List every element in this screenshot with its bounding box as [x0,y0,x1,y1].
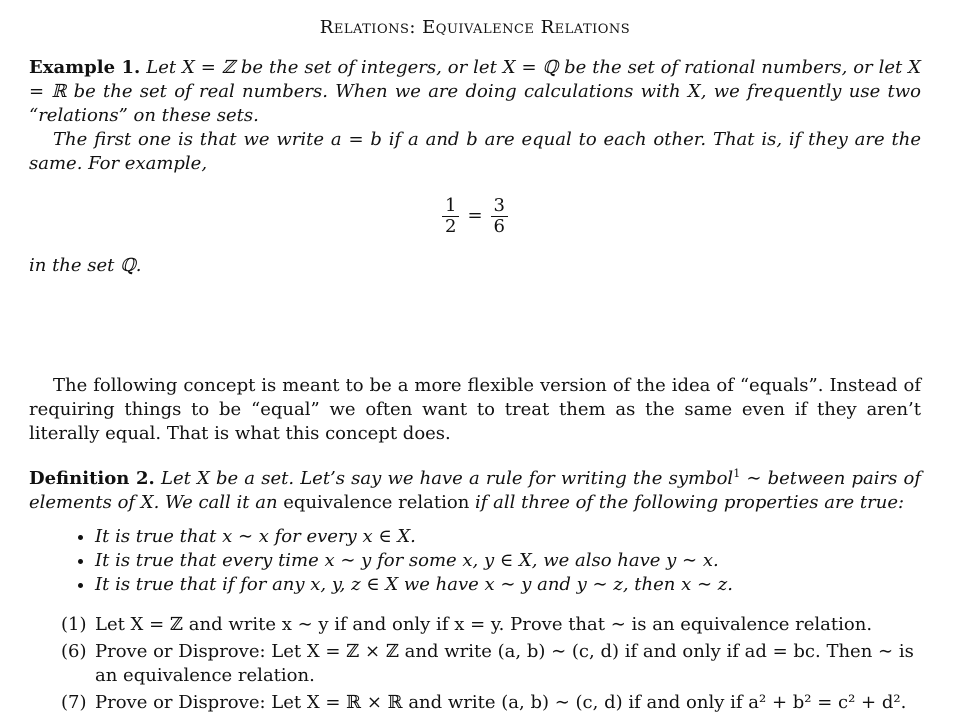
fraction-left-denominator: 2 [445,215,457,237]
example-intro-text: Let X = ℤ be the set of integers, or let X = ℚ be the set of rational numbers, or let X = ℝ be the set of real numbers. When we are doing calculations with X, we frequently use two “relations” on these sets. [29,57,921,126]
definition-heading: Definition 2. [29,468,155,489]
fraction-display [29,186,921,246]
property-reflexive: • It is true that x ∼ x for every x ∈ X. [95,525,921,549]
fraction-right-numerator: 3 [491,196,508,217]
page-title: Relations: Equivalence Relations [319,17,631,38]
fraction-left-numerator: 1 [442,196,459,217]
problem-list [29,613,921,715]
problem-label: (1) [61,614,87,635]
footnote-mark: 1 [733,467,741,480]
property-symmetric: • It is true that every time x ∼ y for some x, y ∈ X, we also have y ∼ x. [95,549,921,573]
property-transitive: • It is true that if for any x, y, z ∈ X we have x ∼ y and y ∼ z, then x ∼ z. [95,573,921,597]
example-heading: Example 1. [29,57,141,78]
example-after-display: in the set ℚ. [29,255,142,276]
equals-sign: = [467,205,483,226]
blank-space [29,278,921,374]
definition-text-start: Let X be a set. Let’s say we have a rule for writing the symbol [161,468,734,489]
problem-item [29,613,921,637]
concept-paragraph: The following concept is meant to be a more flexible version of the idea of “equals”. Instead of requiring things to be “equal” we often want to treat them as the same even if they aren’t literally equal. That is what this concept does. [29,375,921,444]
definition-term: equivalence relation [283,492,470,513]
problem-text: Prove or Disprove: Let X = ℤ × ℤ and write (a, b) ∼ (c, d) if and only if ad = bc. Then ∼ is an equivalence relation. [95,641,914,686]
problem-item [29,640,921,688]
problem-label: (6) [61,641,87,662]
definition-paragraph [29,462,921,515]
example-first-relation: The first one is that we write a = b if a and b are equal to each other. That is, if they are the same. For example, [29,129,921,174]
example-intro [29,56,921,128]
problem-label: (7) [61,692,87,713]
definition-text-mid: ∼ between pairs of elements of X. We call it an [29,468,921,513]
fraction-right-denominator: 6 [493,215,505,237]
fraction-right [491,196,508,237]
definition-text-end: if all three of the following properties are true: [469,492,905,513]
problem-item [29,691,921,715]
document-page [29,16,921,718]
property-list [29,525,921,597]
problem-text: Let X = ℤ and write x ∼ y if and only if x = y. Prove that ∼ is an equivalence relation. [95,614,873,635]
fraction-left [442,196,459,237]
problem-text: Prove or Disprove: Let X = ℝ × ℝ and write (a, b) ∼ (c, d) if and only if a² + b² = c² + d². [95,692,907,713]
